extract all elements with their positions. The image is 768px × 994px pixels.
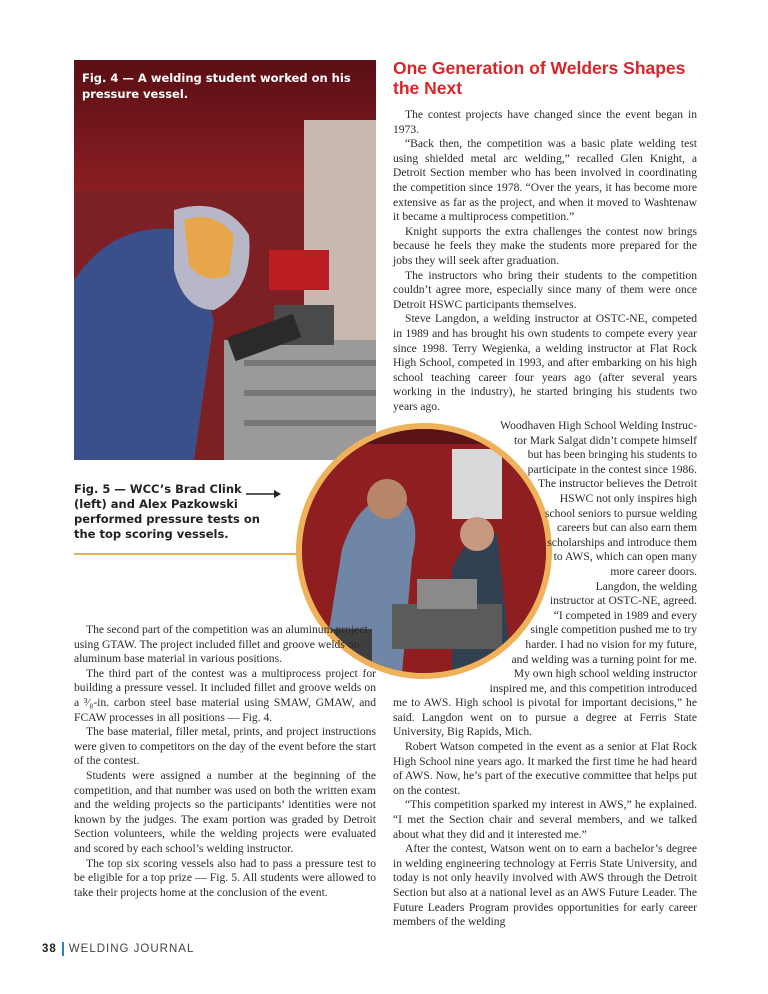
paragraph: The top six scoring vessels also had to pass a pressure test to be eligible for a top prize — Fig. 5. All students were allowed to take their projects home at the conclusion of the event.	[74, 856, 376, 899]
text-line: The instructor believes the Detroit	[537, 477, 697, 491]
paragraph: “This competition sparked my interest in AWS,” he explained. “I met the Section chair and several members, and we talked about what they did and it interested me.”	[393, 798, 697, 841]
text-line: HSWC not only inspires high	[559, 491, 697, 505]
text-line: Woodhaven High School Welding Instruc-	[500, 419, 697, 432]
figure-4-photo	[74, 60, 376, 460]
article-heading: One Generation of Welders Shapes the Next	[393, 58, 686, 98]
text-line: and welding was a turning point for me.	[511, 652, 697, 666]
text-line: My own high school welding instructor	[513, 667, 697, 681]
text-line: instructor at OSTC-NE, agreed.	[549, 594, 697, 608]
text-line: “I competed in 1989 and every	[553, 608, 697, 622]
paragraph: The third part of the contest was a multiprocess project for building a pressure vessel. It included fillet and groove welds on a ³⁄₈-in. carbon steel base material using SMAW, GMAW, and FCAW processes in all positions — Fig. 4.	[74, 666, 376, 724]
figure-5-caption: Fig. 5 — WCC’s Brad Clink (left) and Alex Pazkowski performed pressure tests on the top scoring vessels.	[74, 482, 260, 541]
caption-divider	[74, 553, 304, 555]
paragraph: The contest projects have changed since the event began in 1973.	[393, 108, 697, 136]
arrow-right-icon	[246, 480, 282, 500]
paragraph: Robert Watson competed in the event as a senior at Flat Rock High School nine years ago. It marked the first time he had heard of AWS. Now, he’s part of the executive committee that helps put on the contest.	[393, 740, 697, 797]
figure-4-caption: Fig. 4 — A welding student worked on his pressure vessel.	[82, 71, 351, 101]
left-column-bottom	[74, 623, 376, 900]
text-line: participate in the contest since 1986.	[527, 462, 697, 476]
page-number: 38	[42, 943, 57, 956]
paragraph: Steve Langdon, a welding instructor at OSTC-NE, competed in 1989 and has brought his own students to compete every year since 1998. Terry Wegienka, a welding instructor at Flat Rock High School, competed in 1993, and after embarking on his high school teaching career four years ago (after several years working in the industry), he started bringing his students two years ago.	[393, 312, 697, 413]
text-line: more career doors.	[610, 564, 697, 578]
text-line: single competition pushed me to try	[530, 623, 697, 637]
paragraph: After the contest, Watson went on to earn a bachelor’s degree in welding engineering technology at Ferris State University, and today is not only heavily involved with AWS through the Detroit Section but also at a national level as an AWS Future Leader. The Future Leaders Program provides opportunities for early career members of the welding	[393, 842, 697, 929]
text-line: but has been bringing his students to	[527, 448, 697, 462]
text-line: school seniors to pursue welding	[545, 506, 697, 520]
paragraph: me to AWS. High school is pivotal for important decisions,” he said. Langdon went on to pursue a degree at Ferris State University, Big Rapids, Mich.	[393, 696, 697, 739]
text-line: harder. I had no vision for my future,	[525, 637, 697, 651]
wrapped-text-around-photo	[393, 419, 697, 930]
right-column-top	[393, 108, 697, 414]
paragraph: The base material, filler metal, prints, and project instructions were given to competitors on the day of the event before the start of the contest.	[74, 725, 376, 768]
paragraph: Students were assigned a number at the beginning of the competition, and that number was used on both the written exam and the welding projects so the participants’ identities were not known by the judges. The exam portion was graded by Detroit Section volunteers, while the welding projects were evaluated and scored by each school’s welding instructor.	[74, 768, 376, 855]
text-line: careers but can also earn them	[556, 521, 697, 535]
paragraph: The second part of the competition was an aluminum project using GTAW. The project included fillet and groove welds on aluminum base material in various positions.	[74, 623, 368, 666]
journal-name: WELDING JOURNAL	[68, 943, 195, 956]
footer-divider	[62, 942, 64, 956]
text-line: inspired me, and this competition introduced	[489, 681, 697, 695]
paragraph: Knight supports the extra challenges the contest now brings because he feels they make the students more prepared for the jobs they will seek after graduation.	[393, 224, 697, 267]
page-footer	[42, 942, 194, 956]
text-line: Langdon, the welding	[595, 579, 697, 593]
text-line: tor Mark Salgat didn’t compete himself	[514, 433, 697, 447]
paragraph: The instructors who bring their students to the competition couldn’t agree more, especially since many of them were once Detroit HSWC participants themselves.	[393, 268, 697, 311]
text-line: scholarships and introduce them	[547, 535, 697, 549]
text-line: to AWS, which can open many	[553, 550, 697, 564]
paragraph: “Back then, the competition was a basic plate welding test using shielded metal arc welding,” recalled Glen Knight, a Detroit Section member who has been involved in coordinating the competition since 1978. “Over the years, it has become more extensive as far as the project, and when it moved to Washtenaw it became a multiprocess competition.”	[393, 137, 697, 224]
